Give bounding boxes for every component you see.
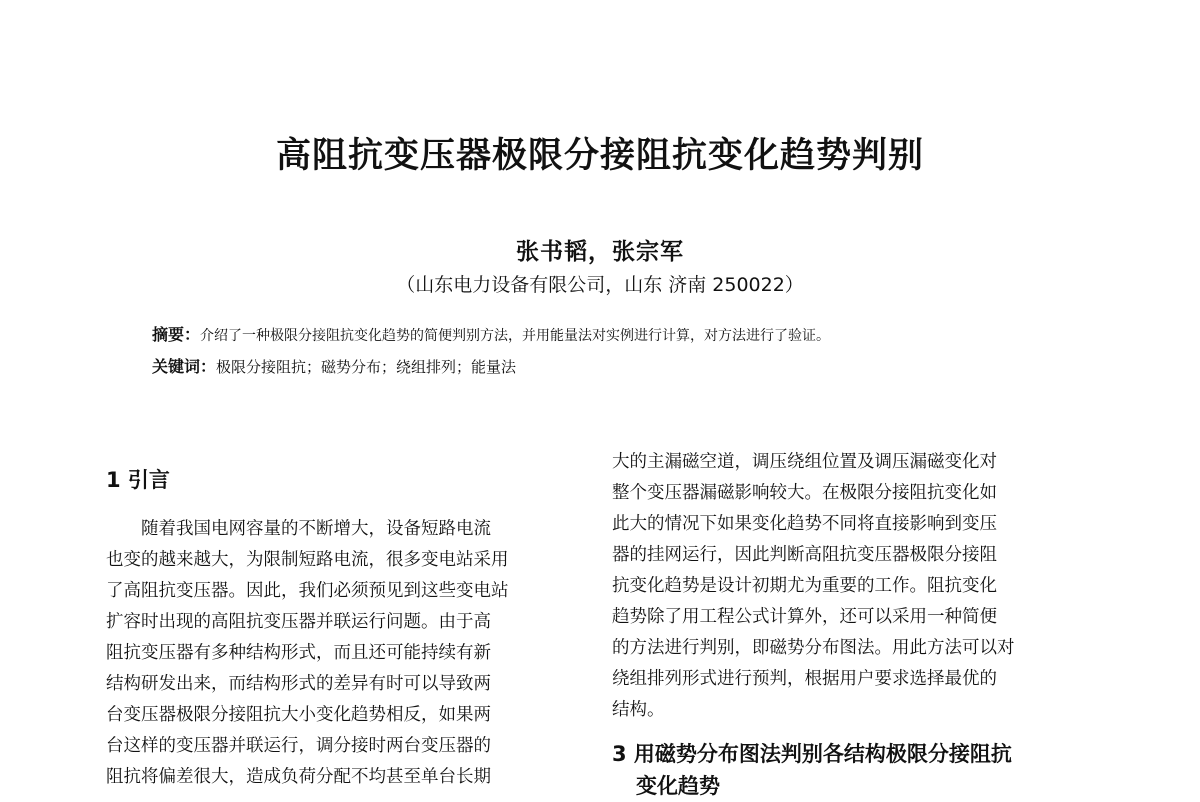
- affiliation: （山东电力设备有限公司，山东 济南 250022）: [396, 274, 804, 296]
- right-column: [612, 447, 1088, 802]
- paragraph-line: 台变压器极限分接阻抗大小变化趋势相反，如果两: [106, 705, 491, 725]
- paragraph-line: 整个变压器漏磁影响较大。在极限分接阻抗变化如: [612, 483, 997, 503]
- section-3-heading: 3 用磁势分布图法判别各结构极限分接阻抗: [612, 742, 1012, 766]
- section-1-heading: 1 引言: [106, 468, 170, 492]
- paragraph-line: 抗变化趋势是设计初期尤为重要的工作。阻抗变化: [612, 576, 997, 596]
- paragraph-line: 台这样的变压器并联运行，调分接时两台变压器的: [106, 736, 491, 756]
- keywords-text: 极限分接阻抗；磁势分布；绕组排列；能量法: [216, 358, 517, 376]
- abstract-label: 摘要：: [152, 325, 201, 344]
- paragraph-line: 此大的情况下如果变化趋势不同将直接影响到变压: [612, 514, 997, 534]
- abstract: [152, 322, 830, 345]
- paragraph-line: 器的挂网运行，因此判断高阻抗变压器极限分接阻: [612, 545, 997, 565]
- paragraph-line: 绕组排列形式进行预判，根据用户要求选择最优的: [612, 669, 997, 689]
- paragraph-line: 了高阻抗变压器。因此，我们必须预见到这些变电站: [106, 581, 509, 601]
- paragraph-line: 结构。: [612, 700, 665, 720]
- keywords-label: 关键词：: [152, 357, 217, 376]
- keywords: [152, 354, 516, 377]
- paragraph-line: 随着我国电网容量的不断增大，设备短路电流: [141, 519, 491, 539]
- authors: 张书韬，张宗军: [516, 239, 684, 265]
- paragraph-line: 也变的越来越大，为限制短路电流，很多变电站采用: [106, 550, 509, 570]
- paragraph-line: 结构研发出来，而结构形式的差异有时可以导致两: [106, 674, 491, 694]
- paragraph-line: 趋势除了用工程公式计算外，还可以采用一种简便: [612, 607, 997, 627]
- abstract-text: 介绍了一种极限分接阻抗变化趋势的简便判别方法，并用能量法对实例进行计算，对方法进行了验证。: [200, 328, 831, 344]
- paragraph-line: 大的主漏磁空道，调压绕组位置及调压漏磁变化对: [612, 452, 997, 472]
- paragraph-line: 扩容时出现的高阻抗变压器并联运行问题。由于高: [106, 612, 491, 632]
- paragraph-line: 阻抗变压器有多种结构形式，而且还可能持续有新: [106, 643, 491, 663]
- paragraph-line: 阻抗将偏差很大，造成负荷分配不均甚至单台长期: [106, 767, 491, 787]
- section-3-heading-continued: 变化趋势: [636, 774, 720, 798]
- paragraph-line: 的方法进行判别，即磁势分布图法。用此方法可以对: [612, 638, 1015, 658]
- paper-title: 高阻抗变压器极限分接阻抗变化趋势判别: [275, 136, 924, 176]
- left-column: [106, 452, 582, 793]
